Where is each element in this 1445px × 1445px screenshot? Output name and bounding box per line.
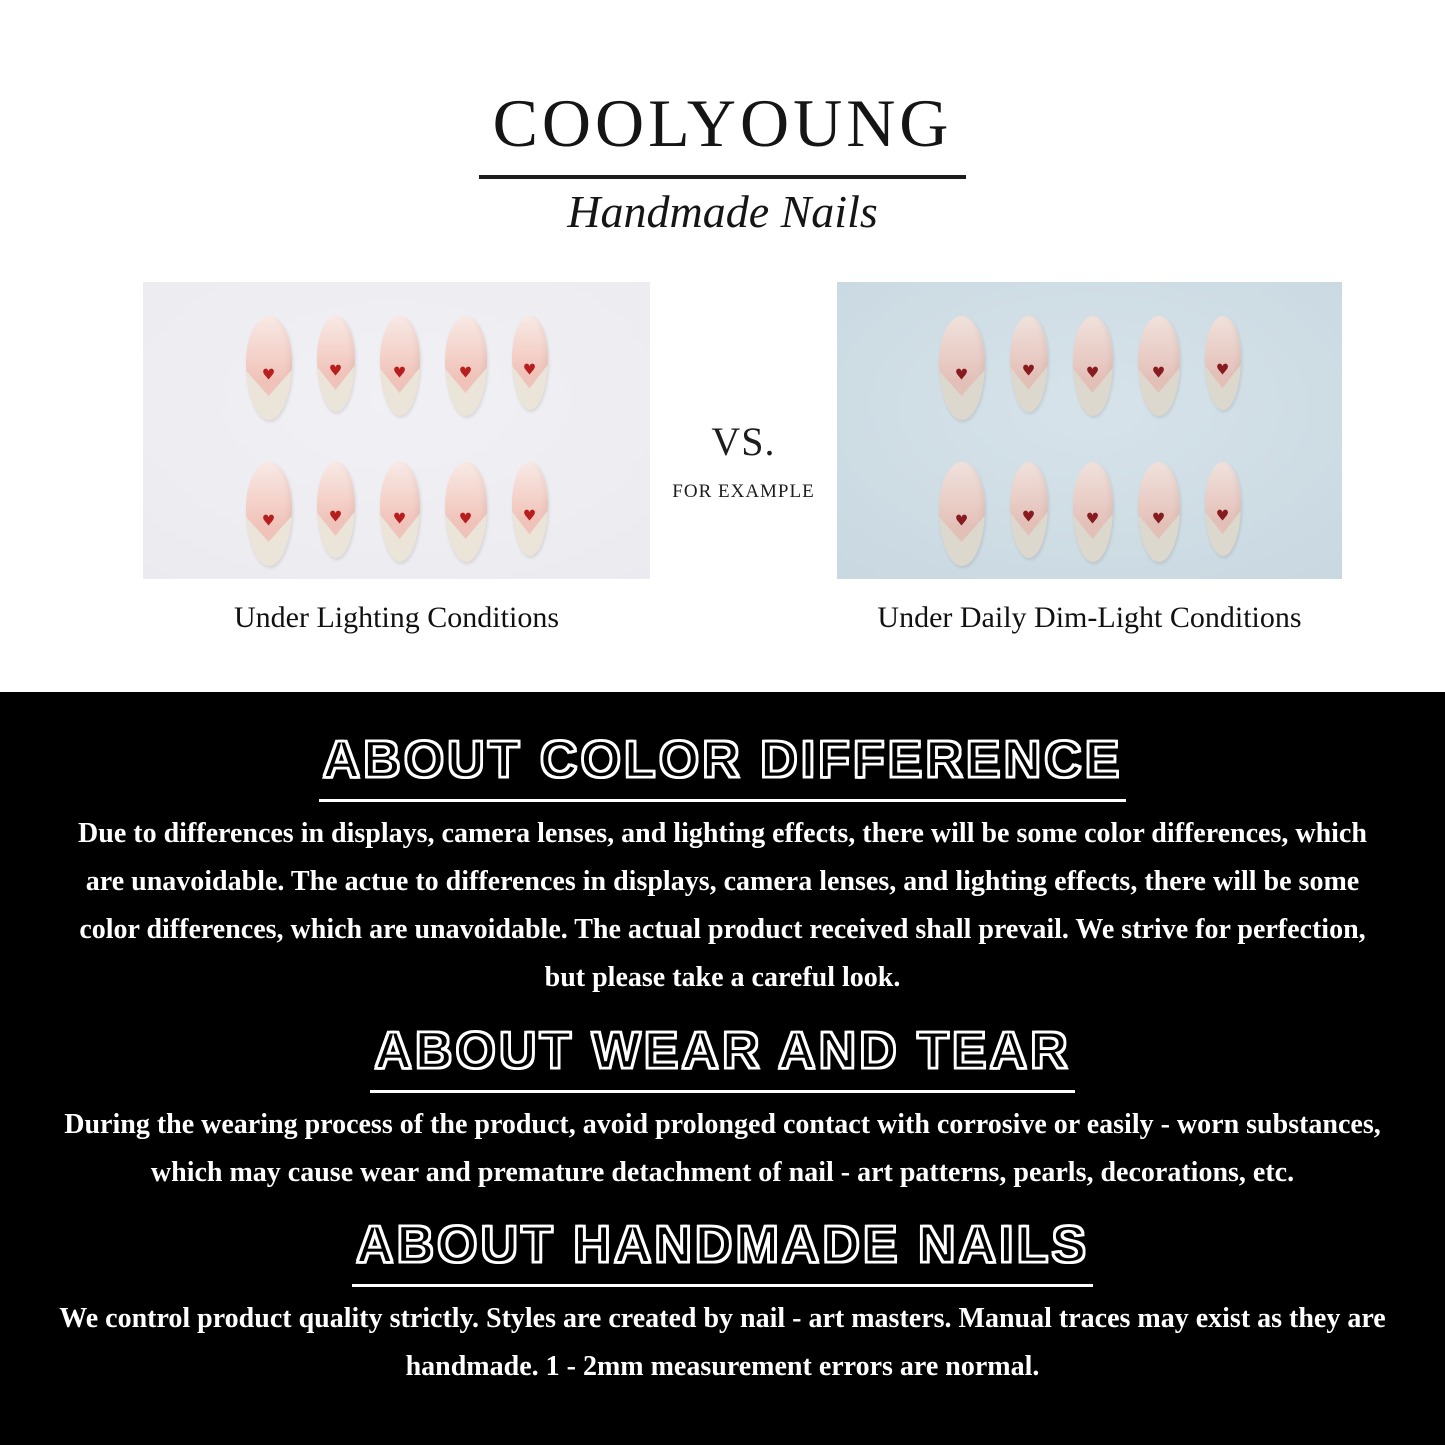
heart-icon: ♥ xyxy=(1151,509,1166,528)
press-on-nail xyxy=(1010,316,1048,412)
press-on-nail xyxy=(246,316,292,420)
press-on-nail xyxy=(939,316,985,420)
section-body-color-difference: Due to differences in displays, camera lenses, and lighting effects, there will be some color differences, which are unavoidable. The actue to differences in displays, camera lenses, and lighting effects, there will be some color differences, which are unavoidable. The actual product received shall prevail. We strive for perfection, but please take a careful look. xyxy=(78,818,1367,994)
section-body-handmade-nails: We control product quality strictly. Styles are created by nail - art masters. Manual traces may exist as they are handmade. 1 - 2mm measurement errors are normal. xyxy=(59,1302,1386,1383)
nail-row xyxy=(837,316,1342,420)
section-body-wear-and-tear: During the wearing process of the product, avoid prolonged contact with corrosive or easily - worn substances, which may cause wear and premature detachment of nail - art patterns, pearls, decorations, etc. xyxy=(64,1108,1381,1188)
press-on-nail xyxy=(380,316,420,416)
heart-icon: ♥ xyxy=(328,361,343,380)
press-on-nail xyxy=(1138,316,1180,416)
photo-dim-light-conditions xyxy=(837,282,1342,579)
press-on-nail xyxy=(1073,316,1113,416)
section-heading-wear-and-tear: ABOUT WEAR AND TEAR xyxy=(370,1021,1074,1093)
press-on-nail xyxy=(1010,462,1048,558)
heart-icon: ♥ xyxy=(328,507,343,526)
brand-header xyxy=(0,84,1445,238)
heart-icon: ♥ xyxy=(522,506,537,525)
info-panel xyxy=(0,692,1445,1445)
press-on-nail xyxy=(317,316,355,412)
nail-row xyxy=(143,462,650,566)
heart-icon: ♥ xyxy=(261,365,276,384)
press-on-nail xyxy=(246,462,292,566)
vs-block xyxy=(650,418,837,503)
heart-icon: ♥ xyxy=(1021,361,1036,380)
heart-icon: ♥ xyxy=(1085,509,1100,528)
press-on-nail xyxy=(445,462,487,562)
heart-icon: ♥ xyxy=(458,509,473,528)
section-handmade-nails xyxy=(0,1215,1445,1391)
press-on-nail xyxy=(380,462,420,562)
heart-icon: ♥ xyxy=(392,363,407,382)
nail-row xyxy=(143,316,650,420)
press-on-nail xyxy=(445,316,487,416)
nail-grid xyxy=(143,282,650,566)
section-wear-and-tear xyxy=(0,1021,1445,1197)
brand-title-underline xyxy=(479,84,967,179)
press-on-nail xyxy=(939,462,985,566)
section-color-difference xyxy=(0,730,1445,1003)
heart-icon: ♥ xyxy=(1151,363,1166,382)
heart-icon: ♥ xyxy=(954,511,969,530)
vs-label: VS. xyxy=(711,419,776,464)
heart-icon: ♥ xyxy=(1085,363,1100,382)
brand-title: COOLYOUNG xyxy=(492,85,953,161)
heart-icon: ♥ xyxy=(522,360,537,379)
section-heading-color-difference: ABOUT COLOR DIFFERENCE xyxy=(319,730,1127,802)
caption-lighting-conditions: Under Lighting Conditions xyxy=(234,601,559,634)
press-on-nail xyxy=(512,316,548,410)
press-on-nail xyxy=(1205,316,1241,410)
press-on-nail xyxy=(1205,462,1241,556)
caption-dim-light-conditions: Under Daily Dim-Light Conditions xyxy=(877,601,1302,634)
heart-icon: ♥ xyxy=(954,365,969,384)
section-heading-handmade-nails: ABOUT HANDMADE NAILS xyxy=(352,1215,1093,1287)
for-example-label: FOR EXAMPLE xyxy=(672,481,815,502)
brand-subtitle: Handmade Nails xyxy=(567,186,878,237)
heart-icon: ♥ xyxy=(261,511,276,530)
heart-icon: ♥ xyxy=(458,363,473,382)
heart-icon: ♥ xyxy=(1215,506,1230,525)
press-on-nail xyxy=(1138,462,1180,562)
nail-grid xyxy=(837,282,1342,566)
press-on-nail xyxy=(317,462,355,558)
press-on-nail xyxy=(1073,462,1113,562)
photo-lighting-conditions xyxy=(143,282,650,579)
heart-icon: ♥ xyxy=(1215,360,1230,379)
nail-row xyxy=(837,462,1342,566)
press-on-nail xyxy=(512,462,548,556)
heart-icon: ♥ xyxy=(1021,507,1036,526)
heart-icon: ♥ xyxy=(392,509,407,528)
